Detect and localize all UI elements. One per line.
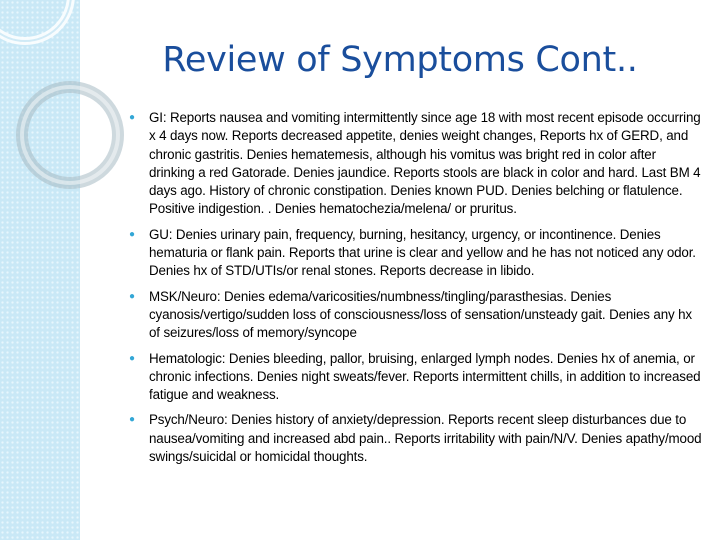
bullet-gi [128, 109, 705, 219]
decorative-rings-icon [0, 0, 140, 200]
bullet-text: GI: Reports nausea and vomiting intermittently since age 18 with most recent episode occurring x 4 days now. Reports decreased appetite, denies weight changes, Reports hx of GERD, and chronic gastritis. Denies hematemesis, although his vomitus was bright red in color after drinking a red Gatorade. Denies jaundice. Reports stools are black in color and hard. Last BM 4 days ago. History of chronic constipation. Denies known PUD. Denies belching or flatulence. Positive indigestion. . Denies hematochezia/melena/ or pruritus. [149, 110, 701, 217]
bullet-disc-icon: ● [129, 352, 135, 364]
bullet-disc-icon: ● [129, 290, 135, 302]
bullet-disc-icon: ● [129, 414, 135, 426]
bullet-gu [128, 226, 705, 281]
bullet-text: Hematologic: Denies bleeding, pallor, bruising, enlarged lymph nodes. Denies hx of anemia, or chronic infections. Denies night sweats/fever. Reports intermittent chills, in addition to increased fatigue and weakness. [149, 350, 701, 403]
bullet-disc-icon: ● [129, 228, 135, 240]
bullet-hematologic [128, 350, 705, 405]
bullet-text: GU: Denies urinary pain, frequency, burning, hesitancy, urgency, or incontinence. Denies hematuria or flank pain. Reports that urine is clear and yellow and he has not noticed any odor. Denies hx of STD/UTIs/or renal stones. Reports decrease in libido. [149, 226, 696, 279]
bullet-disc-icon: ● [129, 112, 135, 123]
bullet-text: MSK/Neuro: Denies edema/varicosities/numbness/tingling/parasthesias. Denies cyanosis/vertigo/sudden loss of consciousness/loss of sensation/unsteady gait. Denies any hx of seizures/loss of memory/syncope [149, 288, 692, 341]
bullet-text: Psych/Neuro: Denies history of anxiety/depression. Reports recent sleep disturbances due to nausea/vomiting and increased abd pain.. Reports irritability with pain/N/V. Denies apathy/mood swings/suicidal or homicidal thoughts. [149, 412, 702, 465]
symptom-bullet-list [128, 109, 705, 473]
bullet-msk-neuro [128, 288, 705, 343]
slide-title: Review of Symptoms Cont.. [162, 40, 638, 80]
bullet-psych-neuro [128, 411, 705, 466]
